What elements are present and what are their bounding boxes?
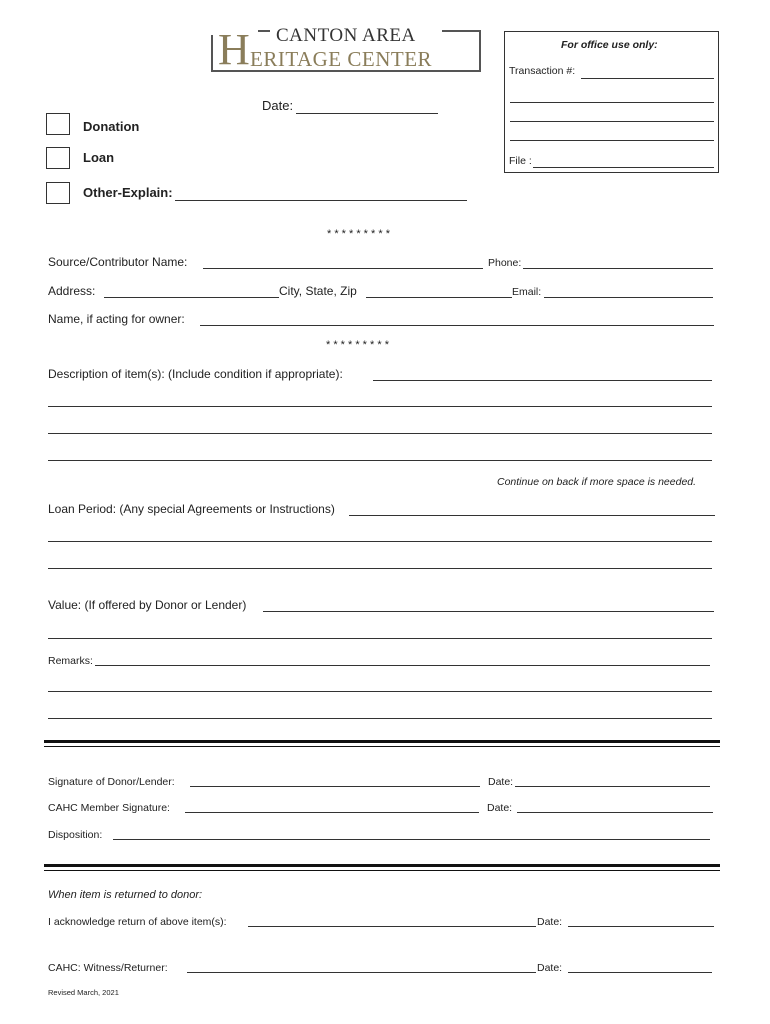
logo-line1: CANTON AREA (276, 25, 416, 46)
address-label: Address: (48, 284, 96, 298)
member-date-label: Date: (487, 802, 513, 814)
description-line-3[interactable] (48, 460, 712, 461)
acknowledge-date-label: Date: (537, 916, 563, 928)
office-title: For office use only: (561, 39, 658, 51)
city-label: City, State, Zip (279, 284, 357, 298)
transaction-label: Transaction #: (509, 65, 576, 77)
loan-period-line-1[interactable] (48, 541, 712, 542)
office-use-box (504, 31, 719, 173)
loan-period-label: Loan Period: (Any special Agreements or Instructions) (48, 502, 335, 516)
other-checkbox[interactable] (46, 182, 70, 204)
logo (210, 27, 482, 73)
email-line[interactable] (544, 297, 713, 298)
description-line-2[interactable] (48, 433, 712, 434)
file-label: File : (509, 155, 532, 167)
loan-period-line-0[interactable] (349, 515, 715, 516)
office-line-1[interactable] (510, 102, 714, 103)
acknowledge-date-line[interactable] (568, 926, 714, 927)
email-label: Email: (512, 286, 542, 298)
member-signature-label: CAHC Member Signature: (48, 802, 170, 814)
loan-label: Loan (83, 150, 115, 165)
phone-label: Phone: (488, 257, 522, 269)
donor-signature-label: Signature of Donor/Lender: (48, 776, 175, 788)
section-divider-2 (44, 864, 720, 871)
section-divider-1 (44, 740, 720, 747)
acknowledge-label: I acknowledge return of above item(s): (48, 916, 227, 928)
description-line-0[interactable] (373, 380, 712, 381)
member-date-line[interactable] (517, 812, 713, 813)
owner-line[interactable] (200, 325, 714, 326)
remarks-line-2[interactable] (48, 718, 712, 719)
office-line-2[interactable] (510, 121, 714, 122)
member-signature-line[interactable] (185, 812, 479, 813)
address-line[interactable] (104, 297, 279, 298)
donor-signature-line[interactable] (190, 786, 480, 787)
witness-line[interactable] (187, 972, 536, 973)
other-explain-line[interactable] (175, 200, 467, 201)
disposition-line[interactable] (113, 839, 710, 840)
return-heading: When item is returned to donor: (48, 889, 203, 901)
other-label: Other-Explain: (83, 185, 173, 200)
remarks-line-0[interactable] (95, 665, 710, 666)
donor-date-line[interactable] (515, 786, 710, 787)
disposition-label: Disposition: (48, 829, 103, 841)
logo-initial: H (218, 25, 250, 74)
description-line-1[interactable] (48, 406, 712, 407)
witness-label: CAHC: Witness/Returner: (48, 962, 168, 974)
donor-date-label: Date: (488, 776, 514, 788)
witness-date-line[interactable] (568, 972, 712, 973)
logo-line2: ERITAGE CENTER (250, 47, 433, 71)
city-line[interactable] (366, 297, 512, 298)
donation-label: Donation (83, 119, 140, 134)
office-line-3[interactable] (510, 140, 714, 141)
separator-2: * * * * * * * * * (326, 339, 389, 351)
continue-note: Continue on back if more space is needed. (497, 476, 697, 488)
remarks-line-1[interactable] (48, 691, 712, 692)
value-line-1[interactable] (48, 638, 712, 639)
description-label: Description of item(s): (Include condition if appropriate): (48, 367, 343, 381)
loan-checkbox[interactable] (46, 147, 70, 169)
donation-checkbox[interactable] (46, 113, 70, 135)
phone-line[interactable] (523, 268, 713, 269)
loan-period-line-2[interactable] (48, 568, 712, 569)
remarks-label: Remarks: (48, 655, 93, 667)
witness-date-label: Date: (537, 962, 563, 974)
acknowledge-line[interactable] (248, 926, 536, 927)
separator-1: * * * * * * * * * (327, 228, 390, 240)
revised-note: Revised March, 2021 (48, 988, 119, 997)
value-line-0[interactable] (263, 611, 714, 612)
source-line[interactable] (203, 268, 483, 269)
owner-label: Name, if acting for owner: (48, 312, 185, 326)
date-line[interactable] (296, 113, 438, 114)
transaction-line[interactable] (581, 78, 714, 79)
file-line[interactable] (533, 167, 714, 168)
value-label: Value: (If offered by Donor or Lender) (48, 598, 247, 612)
date-label: Date: (262, 98, 294, 113)
source-label: Source/Contributor Name: (48, 255, 188, 269)
